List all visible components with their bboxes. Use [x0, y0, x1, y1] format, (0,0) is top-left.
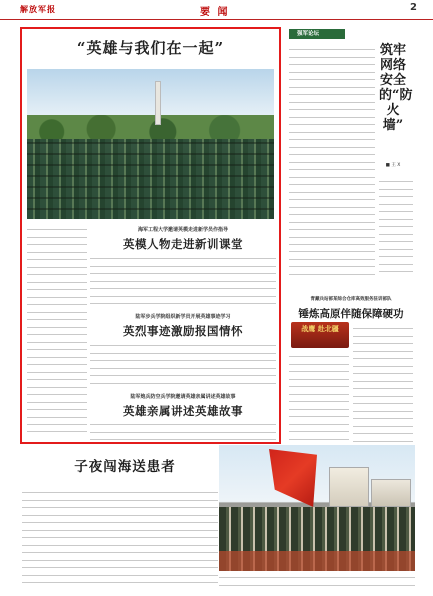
- photo-caption: [219, 573, 415, 587]
- support-kicker: 青藏兵站部某综合仓库高效服务驻训部队: [310, 297, 392, 302]
- bottom-text: [22, 488, 218, 584]
- section-kicker: 海军工程大学邀请英模走进新学员作指导: [137, 227, 228, 233]
- section-kicker: 陆军步兵学院组织新学员开展英雄事迹学习: [135, 314, 231, 320]
- section-title-2: 英烈事迹激励报国情怀: [123, 324, 243, 338]
- bottom-headline: 子夜闯海送患者: [74, 459, 176, 475]
- section-title: 要 闻: [200, 7, 230, 18]
- section-title-1: 英模人物走进新训课堂: [123, 237, 243, 251]
- support-title: 锤炼高原伴随保障硬功: [298, 308, 404, 320]
- flag-ceremony-photo: [219, 445, 415, 571]
- section-text: [90, 341, 276, 389]
- commentary-text: [289, 45, 375, 280]
- section-text: [90, 420, 276, 440]
- column-badge: 战鹰 赴北疆: [291, 322, 349, 348]
- footer-decoration: [90, 588, 150, 592]
- commentary-article[interactable]: [287, 27, 415, 284]
- masthead: [0, 0, 433, 20]
- feature-photo: [27, 69, 274, 219]
- page-number: 2: [410, 2, 417, 13]
- commentary-text: [379, 177, 413, 277]
- section-text: [90, 254, 276, 310]
- newspaper-logo: 解放军报: [20, 4, 56, 14]
- monument-icon: [155, 81, 161, 125]
- section-title-3: 英雄亲属讲述英雄故事: [123, 404, 243, 418]
- feature-article[interactable]: [20, 27, 281, 444]
- commentary-author: ■ 王 X: [385, 163, 401, 168]
- commentary-tag: 强军论坛: [289, 29, 345, 39]
- commentary-title: 筑牢网络安全的“防火墙”: [379, 43, 413, 133]
- section-kicker: 陆军炮兵防空兵学院邀请英雄亲属讲述英雄故事: [130, 394, 236, 400]
- flag-icon: [269, 449, 317, 507]
- feature-headline: “英雄与我们在一起”: [76, 39, 225, 57]
- feature-intro-text: [27, 225, 87, 439]
